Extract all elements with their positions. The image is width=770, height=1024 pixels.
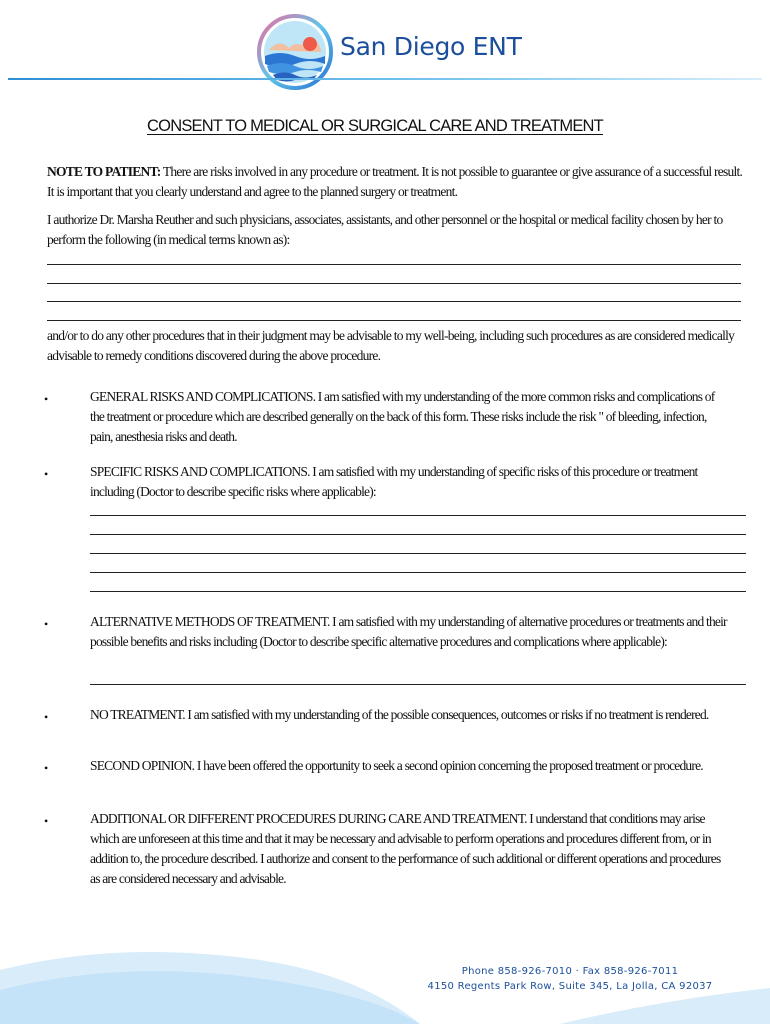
specific-risks-line-5[interactable] [90, 591, 746, 592]
bullet-icon: • [44, 617, 49, 631]
contact-phone-fax: Phone 858-926-7010 · Fax 858-926-7011 [461, 966, 679, 977]
list-item-specific-risks: SPECIFIC RISKS AND COMPLICATIONS. I am satisfied with my understanding of specific risks of this procedure or treatment including (Doctor to describe specific risks where applicable): [90, 464, 698, 499]
page-title: CONSENT TO MEDICAL OR SURGICAL CARE AND TREATMENT [147, 117, 603, 135]
bullet-icon: • [44, 761, 49, 775]
list-item-second-opinion: SECOND OPINION. I have been offered the opportunity to seek a second opinion concerning the proposed treatment or procedure. [90, 758, 703, 773]
bullet-icon: • [44, 392, 49, 406]
specific-risks-line-3[interactable] [90, 553, 746, 554]
footer-wave-decoration [0, 930, 770, 1024]
note-text: There are risks involved in any procedure or treatment. It is not possible to guarantee or give assurance of a successful result. It is important that you clearly understand and agree to the planned surgery or treatment. [47, 164, 743, 199]
authorization-statement: I authorize Dr. Marsha Reuther and such physicians, associates, assistants, and other personnel or the hospital or medical facility chosen by her to perform the following (in medical terms known as): [47, 212, 723, 247]
procedure-line-3[interactable] [47, 301, 741, 302]
procedure-line-4[interactable] [47, 320, 741, 321]
note-to-patient [47, 162, 747, 202]
note-label: NOTE TO PATIENT: [47, 164, 161, 179]
list-item-general-risks: GENERAL RISKS AND COMPLICATIONS. I am satisfied with my understanding of the more common risks and complications of the treatment or procedure which are described generally on the back of this form. These risks include the risk " of bleeding, infection, pain, anesthesia risks and death. [90, 389, 715, 444]
header [0, 0, 770, 90]
san-diego-ent-logo-icon [255, 12, 335, 92]
bullet-icon: • [44, 710, 49, 724]
and-or-statement: and/or to do any other procedures that in their judgment may be advisable to my well-being, including such procedures as are considered medically advisable to remedy conditions discovered during the above procedure. [47, 328, 735, 363]
bullet-icon: • [44, 814, 49, 828]
bullet-icon: • [44, 467, 49, 481]
procedure-line-1[interactable] [47, 264, 741, 265]
brand-name: San Diego ENT [340, 32, 522, 61]
list-item-additional-procedures: ADDITIONAL OR DIFFERENT PROCEDURES DURING CARE AND TREATMENT. I understand that conditions may arise which are unforeseen at this time and that it may be necessary and advisable to perform operations and procedures different from, or in addition to, the procedure described. I authorize and consent to the performance of such additional or different operations and procedures as are considered necessary and advisable. [90, 811, 721, 886]
contact-address: 4150 Regents Park Row, Suite 345, La Jolla, CA 92037 [427, 981, 713, 992]
header-divider [8, 78, 762, 80]
list-item-no-treatment: NO TREATMENT. I am satisfied with my understanding of the possible consequences, outcomes or risks if no treatment is rendered. [90, 707, 709, 722]
alternative-methods-line[interactable] [90, 684, 746, 685]
procedure-line-2[interactable] [47, 283, 741, 284]
list-item-alternative-methods: ALTERNATIVE METHODS OF TREATMENT. I am satisfied with my understanding of alternative procedures or treatments and their possible benefits and risks including (Doctor to describe specific alternative procedures and complications where applicable): [90, 614, 727, 649]
specific-risks-line-2[interactable] [90, 534, 746, 535]
specific-risks-line-1[interactable] [90, 515, 746, 516]
specific-risks-line-4[interactable] [90, 572, 746, 573]
